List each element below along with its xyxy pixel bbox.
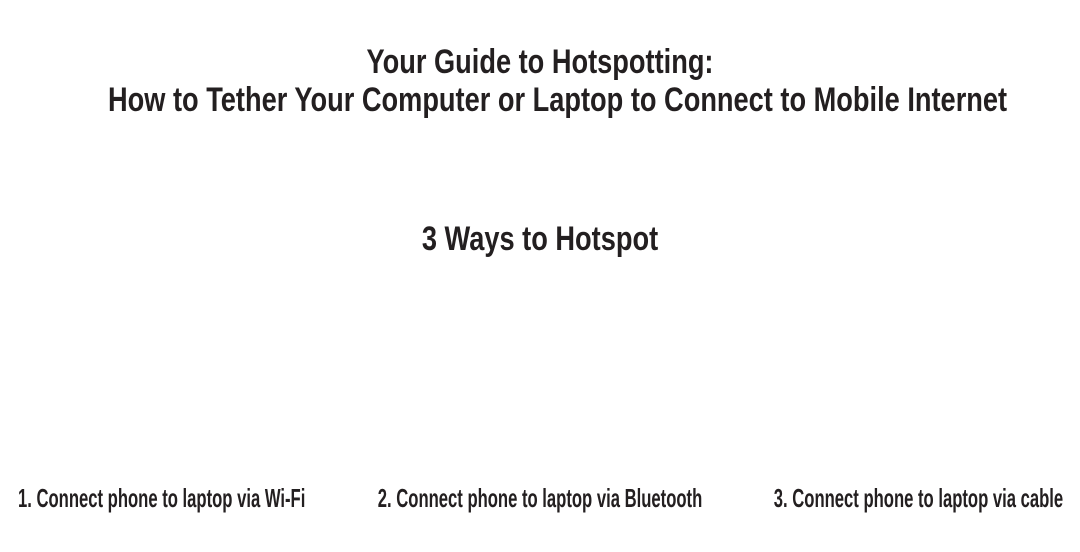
page-title-line-1: Your Guide to Hotspotting: — [366, 43, 714, 81]
page-title — [0, 43, 1080, 119]
step-caption-cable: 3. Connect phone to laptop via cable — [773, 483, 1063, 513]
step-caption-bluetooth: 2. Connect phone to laptop via Bluetooth — [377, 483, 703, 513]
step-caption-wifi: 1. Connect phone to laptop via Wi-Fi — [18, 483, 306, 513]
page-title-line-2: How to Tether Your Computer or Laptop to Connect to Mobile Internet — [108, 81, 1008, 119]
section-heading: 3 Ways to Hotspot — [421, 220, 659, 258]
